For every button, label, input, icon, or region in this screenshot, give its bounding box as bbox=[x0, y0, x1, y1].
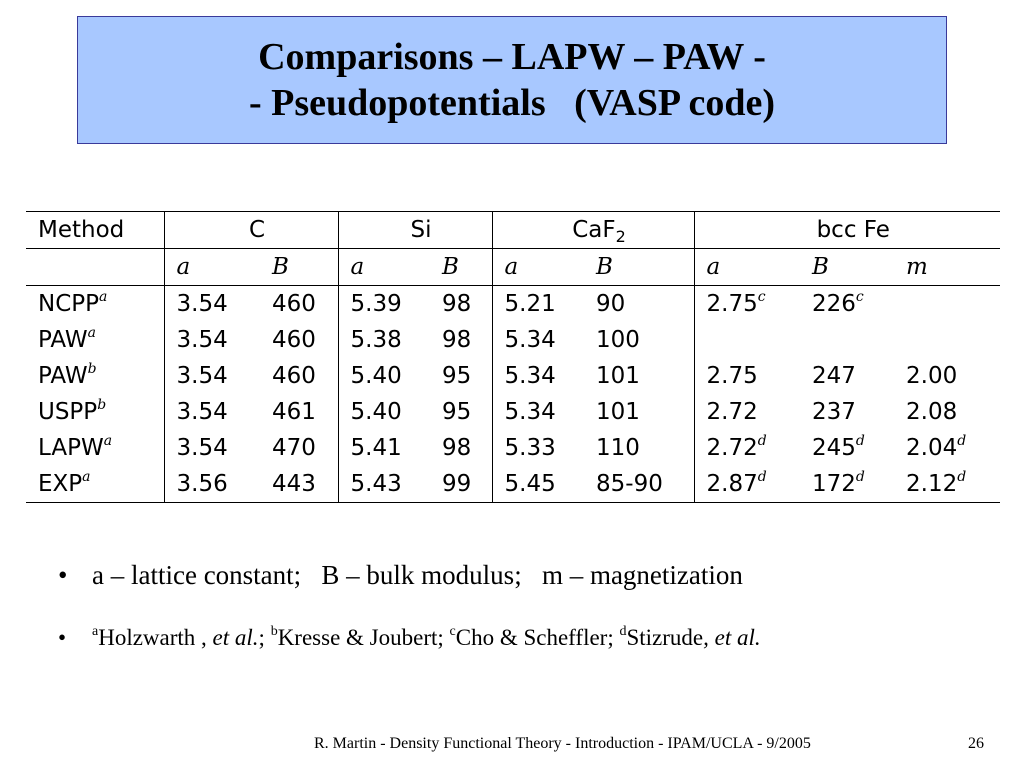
value-cell: 226$^c$ bbox=[812, 289, 864, 317]
footer-credit: R. Martin - Density Functional Theory - Introduction - IPAM/UCLA - 9/2005 bbox=[314, 735, 811, 752]
value-cell: 90 bbox=[596, 291, 626, 317]
group-header-bcc-fe: bcc Fe bbox=[694, 212, 1000, 249]
value-cell: 2.87$^d$ bbox=[694, 466, 800, 503]
value-cell: 3.56 bbox=[164, 466, 260, 503]
value-cell bbox=[894, 322, 1000, 358]
value-cell bbox=[694, 322, 800, 358]
value-cell: 2.12$^d$ bbox=[906, 469, 967, 497]
value-cell: 5.34 bbox=[492, 358, 584, 394]
value-cell: 5.40 bbox=[338, 358, 430, 394]
subheader-a: a bbox=[338, 249, 430, 286]
group-header-caf2: CaF$_2$ bbox=[492, 212, 694, 249]
value-cell: 2.04$^d$ bbox=[906, 433, 967, 461]
method-cell: NCPP$^a$ bbox=[38, 289, 108, 317]
value-cell: 95 bbox=[442, 399, 472, 425]
method-cell: LAPW$^a$ bbox=[38, 433, 113, 461]
value-cell: 100 bbox=[596, 327, 640, 353]
slide-title bbox=[77, 16, 947, 144]
value-cell: 98 bbox=[442, 327, 472, 353]
group-header-si: Si bbox=[338, 212, 492, 249]
value-cell: 461 bbox=[272, 399, 316, 425]
subheader-a: a bbox=[164, 249, 260, 286]
definitions-note: • a – lattice constant; B – bulk modulus; m – magnetization bbox=[58, 560, 761, 591]
value-cell: 2.75 bbox=[694, 358, 800, 394]
value-cell: 245$^d$ bbox=[812, 433, 865, 461]
value-cell: 5.43 bbox=[338, 466, 430, 503]
value-cell: 5.39 bbox=[338, 286, 430, 323]
value-cell: 5.45 bbox=[492, 466, 584, 503]
table-row bbox=[26, 358, 1000, 394]
table-subheader-row bbox=[26, 249, 1000, 286]
table-row bbox=[26, 430, 1000, 466]
subheader-b: B bbox=[260, 249, 338, 286]
value-cell: 5.34 bbox=[492, 322, 584, 358]
group-header-c: C bbox=[164, 212, 338, 249]
table-row bbox=[26, 286, 1000, 323]
value-cell: 110 bbox=[596, 435, 640, 461]
notes-list bbox=[58, 560, 761, 651]
value-cell: 172$^d$ bbox=[812, 469, 865, 497]
subheader-blank bbox=[26, 249, 164, 286]
value-cell: 2.75$^c$ bbox=[694, 286, 800, 323]
value-cell: 98 bbox=[442, 435, 472, 461]
table-row bbox=[26, 322, 1000, 358]
subheader-b: B bbox=[584, 249, 694, 286]
value-cell: 101 bbox=[596, 363, 640, 389]
subheader-a: a bbox=[694, 249, 800, 286]
value-cell: 5.33 bbox=[492, 430, 584, 466]
value-cell: 3.54 bbox=[164, 322, 260, 358]
value-cell: 85-90 bbox=[596, 471, 663, 497]
value-cell: 2.08 bbox=[906, 399, 958, 425]
value-cell: 460 bbox=[272, 363, 316, 389]
method-cell: USPP$^b$ bbox=[38, 397, 107, 425]
method-header: Method bbox=[26, 212, 164, 249]
value-cell: 237 bbox=[812, 399, 856, 425]
table-row bbox=[26, 394, 1000, 430]
table-body bbox=[26, 286, 1000, 503]
title-line-1: Comparisons – LAPW – PAW - bbox=[258, 36, 766, 78]
table-header-row bbox=[26, 212, 1000, 249]
value-cell: 2.72$^d$ bbox=[694, 430, 800, 466]
value-cell: 2.00 bbox=[906, 363, 958, 389]
value-cell: 101 bbox=[596, 399, 640, 425]
value-cell: 95 bbox=[442, 363, 472, 389]
value-cell bbox=[894, 286, 1000, 323]
comparison-table bbox=[26, 211, 1000, 503]
value-cell: 5.21 bbox=[492, 286, 584, 323]
value-cell: 5.34 bbox=[492, 394, 584, 430]
value-cell: 5.38 bbox=[338, 322, 430, 358]
value-cell: 99 bbox=[442, 471, 472, 497]
page-number: 26 bbox=[968, 735, 984, 752]
value-cell: 247 bbox=[812, 363, 856, 389]
value-cell: 5.40 bbox=[338, 394, 430, 430]
value-cell: 470 bbox=[272, 435, 316, 461]
references-note: • $^a$Holzwarth , et al.; $^b$Kresse & Joubert; $^c$Cho & Scheffler; $^d$Stizrude, et al. bbox=[58, 625, 761, 651]
value-cell: 460 bbox=[272, 291, 316, 317]
title-line-2: - Pseudopotentials (VASP code) bbox=[248, 82, 776, 124]
subheader-b: B bbox=[430, 249, 492, 286]
subheader-a: a bbox=[492, 249, 584, 286]
value-cell: 443 bbox=[272, 471, 316, 497]
value-cell: 3.54 bbox=[164, 394, 260, 430]
value-cell: 3.54 bbox=[164, 286, 260, 323]
value-cell: 5.41 bbox=[338, 430, 430, 466]
value-cell: 2.72 bbox=[694, 394, 800, 430]
table-row bbox=[26, 466, 1000, 503]
value-cell: 460 bbox=[272, 327, 316, 353]
value-cell: 3.54 bbox=[164, 358, 260, 394]
subheader-m: m bbox=[894, 249, 1000, 286]
subheader-b: B bbox=[800, 249, 894, 286]
method-cell: PAW$^a$ bbox=[38, 325, 96, 353]
value-cell: 98 bbox=[442, 291, 472, 317]
value-cell bbox=[800, 322, 894, 358]
method-cell: PAW$^b$ bbox=[38, 361, 97, 389]
method-cell: EXP$^a$ bbox=[38, 469, 91, 497]
value-cell: 3.54 bbox=[164, 430, 260, 466]
